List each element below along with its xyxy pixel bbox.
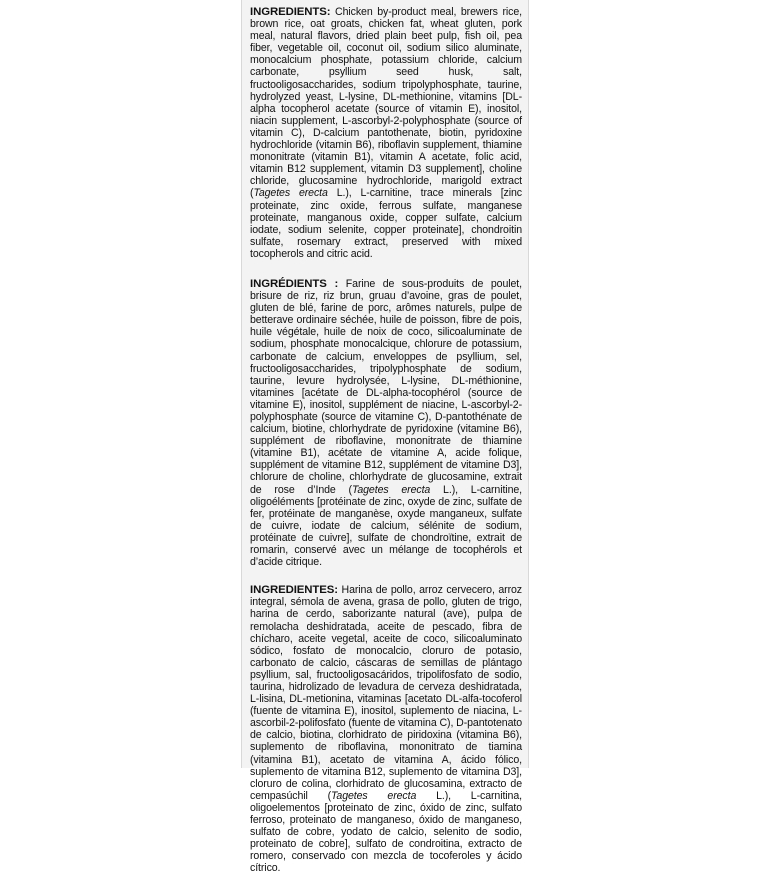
ingredients-spanish — [250, 584, 522, 874]
ingredients-french-species-name: Tagetes erecta — [351, 483, 431, 496]
ingredients-english-text-part-1: Chicken by-product meal, brewers rice, brown rice, oat groats, chicken fat, wheat gluten, pork meal, natural flavors, dried plain beet pulp, fish oil, pea fiber, vegetable oil, coconut oil, sodium silico aluminate, monocalcium phosphate, potassium chloride, calcium carbonate, psyllium seed husk, salt, fructooligosaccharides, sodium tripolyphosphate, taurine, hydrolyzed yeast, L-lysine, DL-methionine, vitamins [DL-alpha tocopherol acetate (source of vitamin E), inositol, niacin supplement, L-ascorbyl-2-polyphosphate (source of vitamin C), D-calcium pantothenate, biotin, pyridoxine hydrochloride (vitamin B6), riboflavin supplement, thiamine mononitrate (vitamin B1), vitamin A acetate, folic acid, vitamin B12 supplement, vitamin D3 supplement], choline chloride, glucosamine hydrochloride, marigold extract ( — [250, 6, 522, 200]
ingredients-english-text-part-2: L.), L-carnitine, trace minerals [zinc proteinate, zinc oxide, ferrous sulfate, manganese proteinate, manganous oxide, copper sulfate, calcium iodate, sodium selenite, copper proteinate], chondroitin sulfate, rosemary extract, preserved with mixed tocopherols and citric acid. — [250, 187, 522, 260]
ingredients-spanish-species-name: Tagetes erecta — [331, 789, 417, 802]
ingredients-spanish-heading: INGREDIENTES: — [250, 584, 338, 597]
ingredients-french-text-part-1: Farine de sous-produits de poulet, brisure de riz, riz brun, gruau d’avoine, gras de poulet, gluten de blé, farine de porc, arômes naturels, pulpe de betterave ordinaire séchée, huile de poisson, fibre de pois, huile végétale, huile de noix de coco, silicoaluminate de sodium, phosphate monocalcique, chlorure de potassium, carbonate de calcium, enveloppes de psyllium, sel, fructooligosaccharides, tripolyphosphate de sodium, taurine, levure hydrolysée, L-lysine, DL-méthionine, vitamines [acétate de DL-alpha-tocophérol (source de vitamine E), inositol, supplément de niacine, L-ascorbyl-2-polyphosphate (source de vitamine C), D-pantothénate de calcium, biotine, chlorhydrate de pyridoxine (vitamine B6), supplément de riboflavine, mononitrate de thiamine (vitamine B1), acétate de vitamine A, acide folique, supplément de vitamine B12, supplément de vitamine D3], chlorure de choline, chlorhydrate de glucosamine, extrait de rose d’Inde ( — [250, 277, 522, 496]
ingredients-spanish-text-part-1: Harina de pollo, arroz cervecero, arroz integral, sémola de avena, grasa de pollo, gluten de trigo, harina de cerdo, saborizante natural (ave), pulpa de remolacha deshidratada, aceite de pescado, fibra de chícharo, aceite vegetal, aceite de coco, silicoaluminato sódico, fosfato de monocalcio, cloruro de potasio, carbonato de calcio, cáscaras de semillas de plántago psyllium, sal, fructooligosacáridos, tripolifosfato de sodio, taurina, hidrolizado de levadura de cerveza deshidratada, L-lisina, DL-metionina, vitaminas [acetato DL-alfa-tocoferol (fuente de vitamina E), inositol, suplemento de niacina, L-ascorbil-2-polifosfato (fuente de vitamina C), D-pantotenato de calcio, biotina, clorhidrato de piridoxina (vitamina B6), suplemento de riboflavina, mononitrato de tiamina (vitamina B1), acetato de vitamina A, ácido fólico, suplemento de vitamina B12, suplemento de vitamina D3], cloruro de colina, clorhidrato de glucosamina, extracto de cempasúchil ( — [250, 584, 522, 802]
ingredients-spanish-text-part-2: L.), L-carnitina, oligoelementos [proteinato de zinc, óxido de zinc, sulfato ferroso, proteinato de manganeso, óxido de manganeso, sulfato de cobre, yodato de calcio, selenito de sodio, proteinato de cobre], sulfato de condroitina, extracto de romero, conservado con mezcla de tocoferoles y ácido cítrico. — [250, 789, 522, 874]
ingredients-label-panel — [241, 0, 529, 874]
ingredients-english-heading: INGREDIENTS: — [250, 6, 331, 18]
ingredients-english — [250, 6, 522, 260]
ingredients-french — [250, 278, 522, 568]
ingredients-english-species-name: Tagetes erecta — [253, 187, 328, 200]
ingredients-french-text-part-2: L.), L-carnitine, oligoéléments [protéinate de zinc, oxyde de zinc, sulfate de fer, protéinate de manganèse, oxyde manganeux, sulfate de cuivre, iodate de calcium, sélénite de sodium, protéinate de cuivre], sulfate de chondroïtine, extrait de romarin, conservé avec un mélange de tocophérols et d’acide citrique. — [250, 483, 522, 569]
ingredients-french-heading: INGRÉDIENTS : — [250, 277, 339, 290]
